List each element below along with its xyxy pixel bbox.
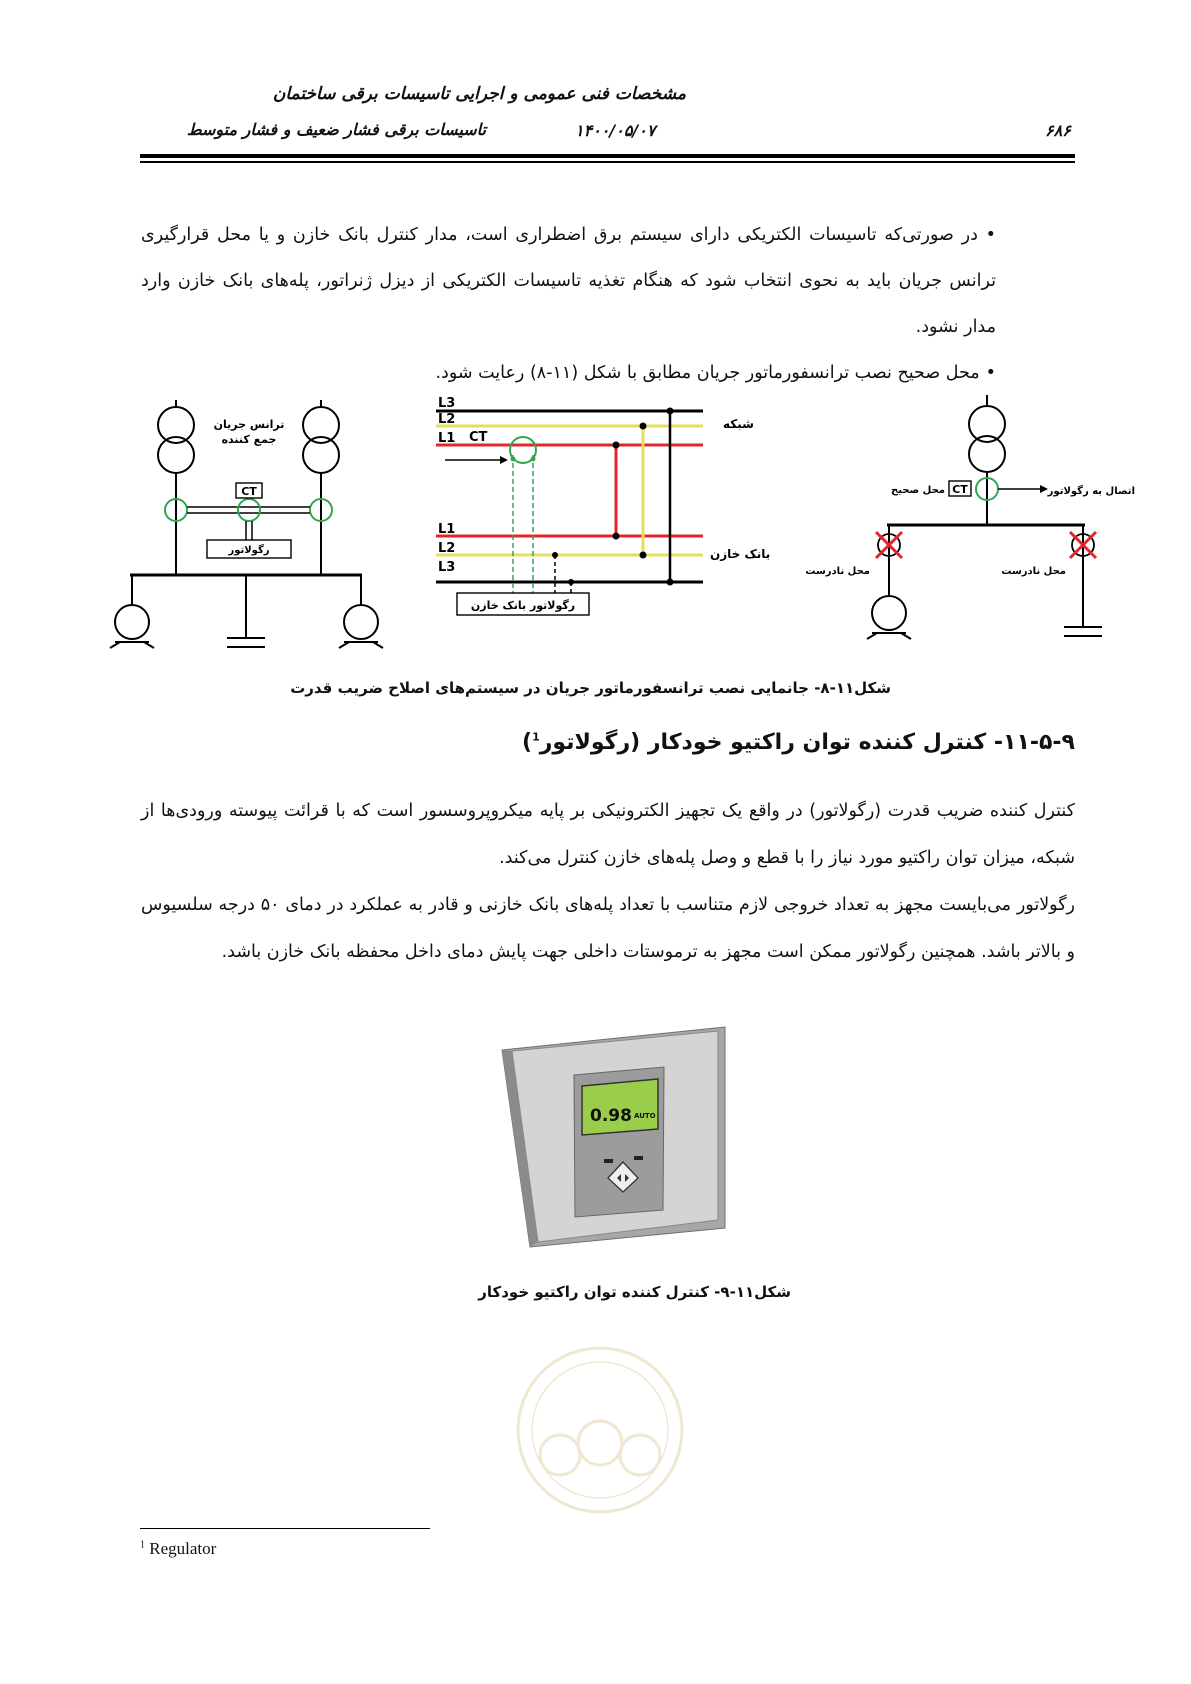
right-ct-label: CT bbox=[952, 483, 968, 496]
figure-8-caption: شکل۱۱-۸- جانمایی نصب ترانسفورماتور جریان در سیستم‌های اصلاح ضریب قدرت bbox=[290, 679, 891, 697]
bullet-paragraph-1: • در صورتی‌که تاسیسات الکتریکی دارای سیستم برق اضطراری است، مدار کنترل بانک خازن و یا محل قرارگیری ترانس جریان باید به نحوی انتخاب شود که هنگام تغذیه تاسیسات الکتریکی از دیزل ژنراتور، پله‌های بانک خازن وارد مدار نشود. bbox=[141, 225, 997, 337]
document-date: ۱۴۰۰/۰۵/۰۷ bbox=[575, 121, 656, 140]
regulator-device-image bbox=[500, 1020, 730, 1250]
left-regulator-label: رگولاتور bbox=[228, 545, 270, 556]
mid-l2-bottom: L2 bbox=[438, 541, 456, 556]
left-ct-label: CT bbox=[241, 485, 257, 498]
paragraph-1: کنترل کننده ضریب قدرت (رگولاتور) در واقع یک تجهیز الکترونیکی بر پایه میکروپروسسور است که با قرائت پیوسته ورودی‌ها از شبکه، میزان توان راکتیو مورد نیاز را با قطع و وصل پله‌های خازن کنترل می‌کند. bbox=[141, 801, 1075, 868]
right-diagram bbox=[805, 395, 1135, 639]
footnote-rule bbox=[140, 1528, 430, 1529]
wrong-place-label-1: محل نادرست bbox=[805, 566, 870, 577]
mid-l1-top: L1 bbox=[438, 431, 456, 446]
page-number: ۶۸۶ bbox=[1045, 121, 1071, 140]
mid-l2-top: L2 bbox=[438, 412, 456, 427]
network-label: شبکه bbox=[723, 417, 754, 431]
middle-diagram bbox=[436, 396, 770, 615]
capacitor-bank-label: بانک خازن bbox=[710, 547, 771, 561]
footnote-ref: 1 bbox=[532, 730, 540, 744]
wrong-place-label-2: محل نادرست bbox=[1001, 566, 1066, 577]
header-rule-thin bbox=[140, 161, 1075, 163]
figure-9-caption: شکل۱۱-۹- کنترل کننده توان راکتیو خودکار bbox=[478, 1283, 791, 1301]
section-heading: ۱۱-۵-۹- کنترل کننده توان راکتیو خودکار (رگولاتور$^1$) bbox=[522, 730, 1075, 755]
display-value: 0.98 bbox=[590, 1106, 632, 1126]
footnote: $^1$ Regulator bbox=[140, 1539, 217, 1558]
mid-regulator-label: رگولاتور بانک خازن bbox=[470, 599, 576, 612]
mid-l1-bottom: L1 bbox=[438, 522, 456, 537]
paragraph-2: رگولاتور می‌بایست مجهز به تعداد خروجی لازم متناسب با تعداد پله‌های بانک خازنی و قادر به عملکرد در دمای ۵۰ درجه سلسیوس و بالاتر باشد. همچنین رگولاتور ممکن است مجهز به ترموستات داخلی جهت پایش دمای داخل محفظه بانک خازن باشد. bbox=[141, 895, 1075, 962]
document-subtitle: تاسیسات برقی فشار ضعیف و فشار متوسط bbox=[186, 120, 486, 139]
bullet-paragraph-2: • محل صحیح نصب ترانسفورماتور جریان مطابق با شکل (۱۱-۸) رعایت شود. bbox=[435, 350, 996, 396]
summing-ct-label-1: ترانس جریان bbox=[213, 418, 285, 431]
mid-l3-top: L3 bbox=[438, 396, 456, 411]
left-diagram bbox=[110, 400, 383, 648]
watermark-logo bbox=[505, 1335, 695, 1535]
display-mode: AUTO bbox=[634, 1112, 656, 1120]
correct-place-label: محل صحیح bbox=[891, 485, 945, 496]
mid-l3-bottom: L3 bbox=[438, 560, 456, 575]
ct-placement-diagram bbox=[100, 395, 1135, 665]
mid-ct-label: CT bbox=[469, 430, 488, 445]
summing-ct-label-2: جمع کننده bbox=[221, 433, 277, 446]
header-rule bbox=[140, 154, 1075, 158]
document-title: مشخصات فنی عمومی و اجرایی تاسیسات برقی ساختمان bbox=[272, 84, 686, 104]
regulator-connection-label: اتصال به رگولاتور bbox=[1047, 486, 1135, 497]
